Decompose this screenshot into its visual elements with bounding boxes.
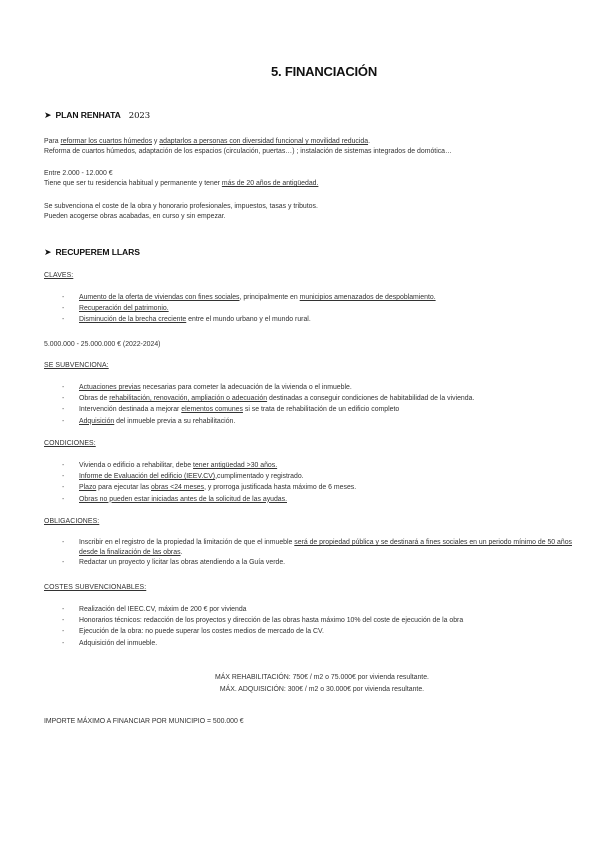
list-item bbox=[62, 393, 474, 404]
text: Obras de bbox=[79, 395, 110, 403]
list-item bbox=[62, 482, 356, 493]
list-item bbox=[62, 303, 436, 314]
text: . bbox=[368, 138, 370, 145]
underlined-text: tener antigüedad >30 años. bbox=[193, 462, 278, 469]
text: Intervención destinada a mejorar bbox=[79, 406, 182, 414]
paragraph-subsidized-costs: Se subvenciona el coste de la obra y honorario profesionales, impuestos, tasas y tributos. bbox=[44, 203, 318, 210]
underlined-text: Actuaciones previas bbox=[79, 384, 141, 391]
subheading-claves: CLAVES: bbox=[44, 272, 74, 279]
text: y bbox=[152, 138, 160, 145]
page-title: 5. FINANCIACIÓN bbox=[270, 64, 378, 79]
max-adquisicion: MÁX. ADQUISICIÓN: 300€ / m2 o 30.000€ por vivienda resultante. bbox=[219, 686, 425, 693]
importe-maximo: IMPORTE MÁXIMO A FINANCIAR POR MUNICIPIO = 500.000 € bbox=[44, 718, 244, 725]
text: para ejecutar las bbox=[96, 484, 152, 492]
text: del inmueble previa a su rehabilitación. bbox=[114, 417, 236, 425]
list-item bbox=[62, 416, 474, 427]
list-obligaciones bbox=[62, 538, 579, 569]
underlined-text: Adquisición bbox=[79, 417, 115, 425]
text: Redactar un proyecto y licitar las obras atendiendo a la Guía verde. bbox=[79, 559, 286, 567]
list-item bbox=[62, 557, 579, 569]
plan-renhata-year: 2023 bbox=[128, 111, 151, 121]
list-condiciones bbox=[62, 460, 356, 505]
underlined-text: adaptarlos a personas con diversidad funcional y movilidad reducida bbox=[159, 138, 369, 145]
paragraph-purpose bbox=[44, 137, 370, 147]
list-item bbox=[62, 292, 436, 303]
text: si se trata de rehabilitación de un edificio completo bbox=[242, 406, 400, 414]
subheading-obligaciones: OBLIGACIONES: bbox=[44, 518, 100, 525]
list-item bbox=[62, 460, 356, 471]
underlined-text: Informe de Evaluación del edificio (IEEV.CV) bbox=[79, 473, 216, 481]
underlined-text: más de 20 años de antigüedad. bbox=[221, 180, 319, 187]
underlined-text: municipios amenazados de despoblamiento. bbox=[299, 294, 436, 301]
subheading-subvenciona: SE SUBVENCIONA: bbox=[44, 362, 109, 369]
list-item: - Realización del IEEC.CV, máxim de 200 € por vivienda bbox=[62, 604, 463, 615]
list-costes bbox=[62, 604, 463, 649]
text: Tiene que ser tu residencia habitual y permanente y tener bbox=[44, 180, 222, 187]
subheading-condiciones: CONDICIONES: bbox=[44, 440, 96, 447]
underlined-text: reformar los cuartos húmedos bbox=[60, 138, 153, 145]
list-item bbox=[62, 494, 356, 505]
text: destinadas a conseguir condiciones de habitabilidad de la vivienda. bbox=[267, 395, 475, 403]
recuperem-title: RECUPEREM LLARS bbox=[55, 247, 140, 257]
section-heading-plan-renhata bbox=[44, 110, 150, 121]
paragraph-budget: 5.000.000 - 25.000.000 € (2022-2024) bbox=[44, 341, 161, 348]
arrow-bullet-icon: ➤ bbox=[44, 110, 52, 120]
text: , y prorroga justificada hasta máximo de 6 meses. bbox=[204, 484, 357, 492]
list-item bbox=[62, 382, 474, 393]
list-item bbox=[62, 314, 436, 325]
underlined-text: Recuperación del patrimonio. bbox=[79, 305, 169, 313]
plan-renhata-title: PLAN RENHATA bbox=[55, 110, 121, 120]
text: Para bbox=[44, 138, 61, 145]
subheading-costes: COSTES SUBVENCIONABLES: bbox=[44, 584, 147, 591]
paragraph-description: Reforma de cuartos húmedos, adaptación de los espacios (circulación, puertas…) ; instalación de sistemas integrados de domótica… bbox=[44, 148, 452, 155]
list-item bbox=[62, 404, 474, 415]
underlined-text: Aumento de la oferta de viviendas con fines sociales bbox=[79, 294, 240, 301]
text: entre el mundo urbano y el mundo rural. bbox=[186, 316, 311, 324]
text: . bbox=[180, 548, 183, 556]
underlined-text: Obras no pueden estar iniciadas antes de la solicitud de las ayudas. bbox=[79, 495, 287, 503]
list-item: - Ejecución de la obra: no puede superar los costes medios de mercado de la CV. bbox=[62, 626, 463, 637]
text: , principalmente en bbox=[239, 294, 300, 301]
underlined-text: será de propiedad pública y se destinará a fines sociales en un periodo mínimo de 50 años desde la finalización de las obras bbox=[79, 539, 572, 556]
list-item bbox=[62, 538, 579, 557]
underlined-text: Plazo bbox=[79, 484, 97, 492]
max-rehabilitacion: MÁX REHABILITACIÓN: 750€ / m2 o 75.000€ por vivienda resultante. bbox=[215, 674, 429, 681]
underlined-text: elementos comunes bbox=[181, 406, 243, 414]
text: necesarias para cometer la adecuación de la vivienda o el inmueble. bbox=[140, 384, 352, 391]
underlined-text: Disminución de la brecha creciente bbox=[79, 316, 187, 324]
list-subvenciona bbox=[62, 382, 474, 427]
paragraph-requirement bbox=[44, 179, 318, 189]
paragraph-eligible-works: Pueden acogerse obras acabadas, en curso y sin empezar. bbox=[44, 213, 226, 220]
list-item: - Honorarios técnicos: redacción de los proyectos y dirección de las obras hasta máximo 10% del coste de ejecución de la obra bbox=[62, 615, 463, 626]
list-item: - Adquisición del inmueble. bbox=[62, 638, 463, 649]
section-heading-recuperem-llars bbox=[44, 247, 140, 258]
list-claves bbox=[62, 292, 436, 326]
list-item bbox=[62, 471, 356, 482]
text: Vivienda o edificio a rehabilitar, debe bbox=[79, 462, 194, 469]
underlined-text: rehabilitación, renovación, ampliación o adecuación bbox=[109, 395, 268, 403]
arrow-bullet-icon: ➤ bbox=[44, 247, 52, 257]
text: Inscribir en el registro de la propiedad la limitación de que el inmueble bbox=[79, 539, 295, 546]
text: ,cumplimentado y registrado. bbox=[215, 473, 304, 481]
paragraph-amount: Entre 2.000 - 12.000 € bbox=[44, 170, 113, 177]
underlined-text: obras <24 meses bbox=[151, 484, 205, 492]
